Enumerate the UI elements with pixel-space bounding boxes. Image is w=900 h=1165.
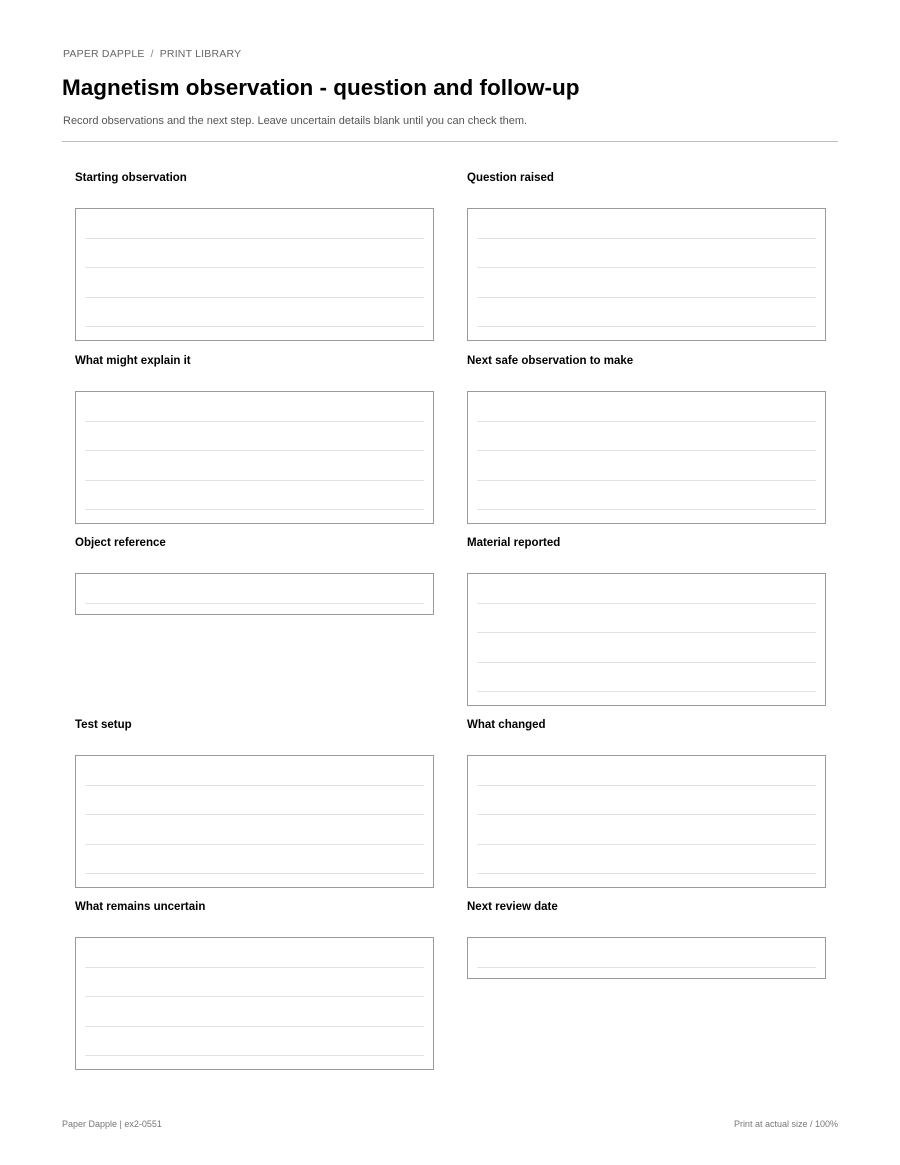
- writing-line: [477, 691, 816, 692]
- field-writing-box[interactable]: [467, 391, 826, 524]
- writing-line: [477, 480, 816, 481]
- field-writing-box[interactable]: [75, 391, 434, 524]
- field-writing-box[interactable]: [75, 573, 434, 615]
- header-divider: [62, 141, 838, 142]
- field-label: Next safe observation to make: [467, 355, 634, 367]
- writing-line: [477, 632, 816, 633]
- writing-line: [85, 238, 424, 239]
- writing-line: [85, 421, 424, 422]
- breadcrumb-item-brand[interactable]: PAPER DAPPLE: [63, 48, 145, 60]
- footer-document-id: Paper Dapple | ex2-0551: [62, 1119, 162, 1129]
- writing-line: [477, 873, 816, 874]
- writing-line: [85, 480, 424, 481]
- field-writing-box[interactable]: [467, 208, 826, 341]
- writing-line: [85, 1026, 424, 1027]
- field-label: Question raised: [467, 172, 554, 184]
- field-writing-box[interactable]: [75, 755, 434, 888]
- field-label: Material reported: [467, 537, 561, 549]
- writing-line: [85, 844, 424, 845]
- breadcrumb: [63, 48, 241, 60]
- footer-print-note: Print at actual size / 100%: [733, 1119, 838, 1129]
- writing-line: [477, 785, 816, 786]
- writing-line: [477, 450, 816, 451]
- writing-line: [477, 967, 816, 968]
- field-writing-box[interactable]: [467, 755, 826, 888]
- field-label: Starting observation: [75, 172, 187, 184]
- field-label: What might explain it: [75, 355, 191, 367]
- page-title: Magnetism observation - question and follow-up: [62, 75, 580, 100]
- breadcrumb-separator: /: [150, 48, 154, 60]
- field-writing-box[interactable]: [467, 573, 826, 706]
- field-label: Test setup: [75, 719, 132, 731]
- writing-line: [85, 603, 424, 604]
- writing-line: [477, 238, 816, 239]
- writing-line: [85, 967, 424, 968]
- writing-line: [477, 844, 816, 845]
- writing-line: [85, 873, 424, 874]
- field-label: Object reference: [75, 537, 166, 549]
- writing-line: [85, 450, 424, 451]
- writing-line: [477, 603, 816, 604]
- writing-line: [85, 297, 424, 298]
- writing-line: [85, 814, 424, 815]
- writing-line: [85, 267, 424, 268]
- field-writing-box[interactable]: [75, 208, 434, 341]
- writing-line: [477, 326, 816, 327]
- writing-line: [85, 996, 424, 997]
- field-writing-box[interactable]: [467, 937, 826, 979]
- writing-line: [85, 785, 424, 786]
- writing-line: [477, 297, 816, 298]
- writing-line: [477, 267, 816, 268]
- writing-line: [85, 1055, 424, 1056]
- writing-line: [85, 509, 424, 510]
- field-label: What changed: [467, 719, 546, 731]
- writing-line: [477, 662, 816, 663]
- breadcrumb-item-library[interactable]: PRINT LIBRARY: [159, 48, 242, 60]
- writing-line: [477, 814, 816, 815]
- writing-line: [477, 509, 816, 510]
- page-subtitle: Record observations and the next step. Leave uncertain details blank until you can check them.: [63, 115, 528, 127]
- writing-line: [477, 421, 816, 422]
- field-writing-box[interactable]: [75, 937, 434, 1070]
- writing-line: [85, 326, 424, 327]
- field-label: Next review date: [467, 901, 558, 913]
- field-label: What remains uncertain: [75, 901, 206, 913]
